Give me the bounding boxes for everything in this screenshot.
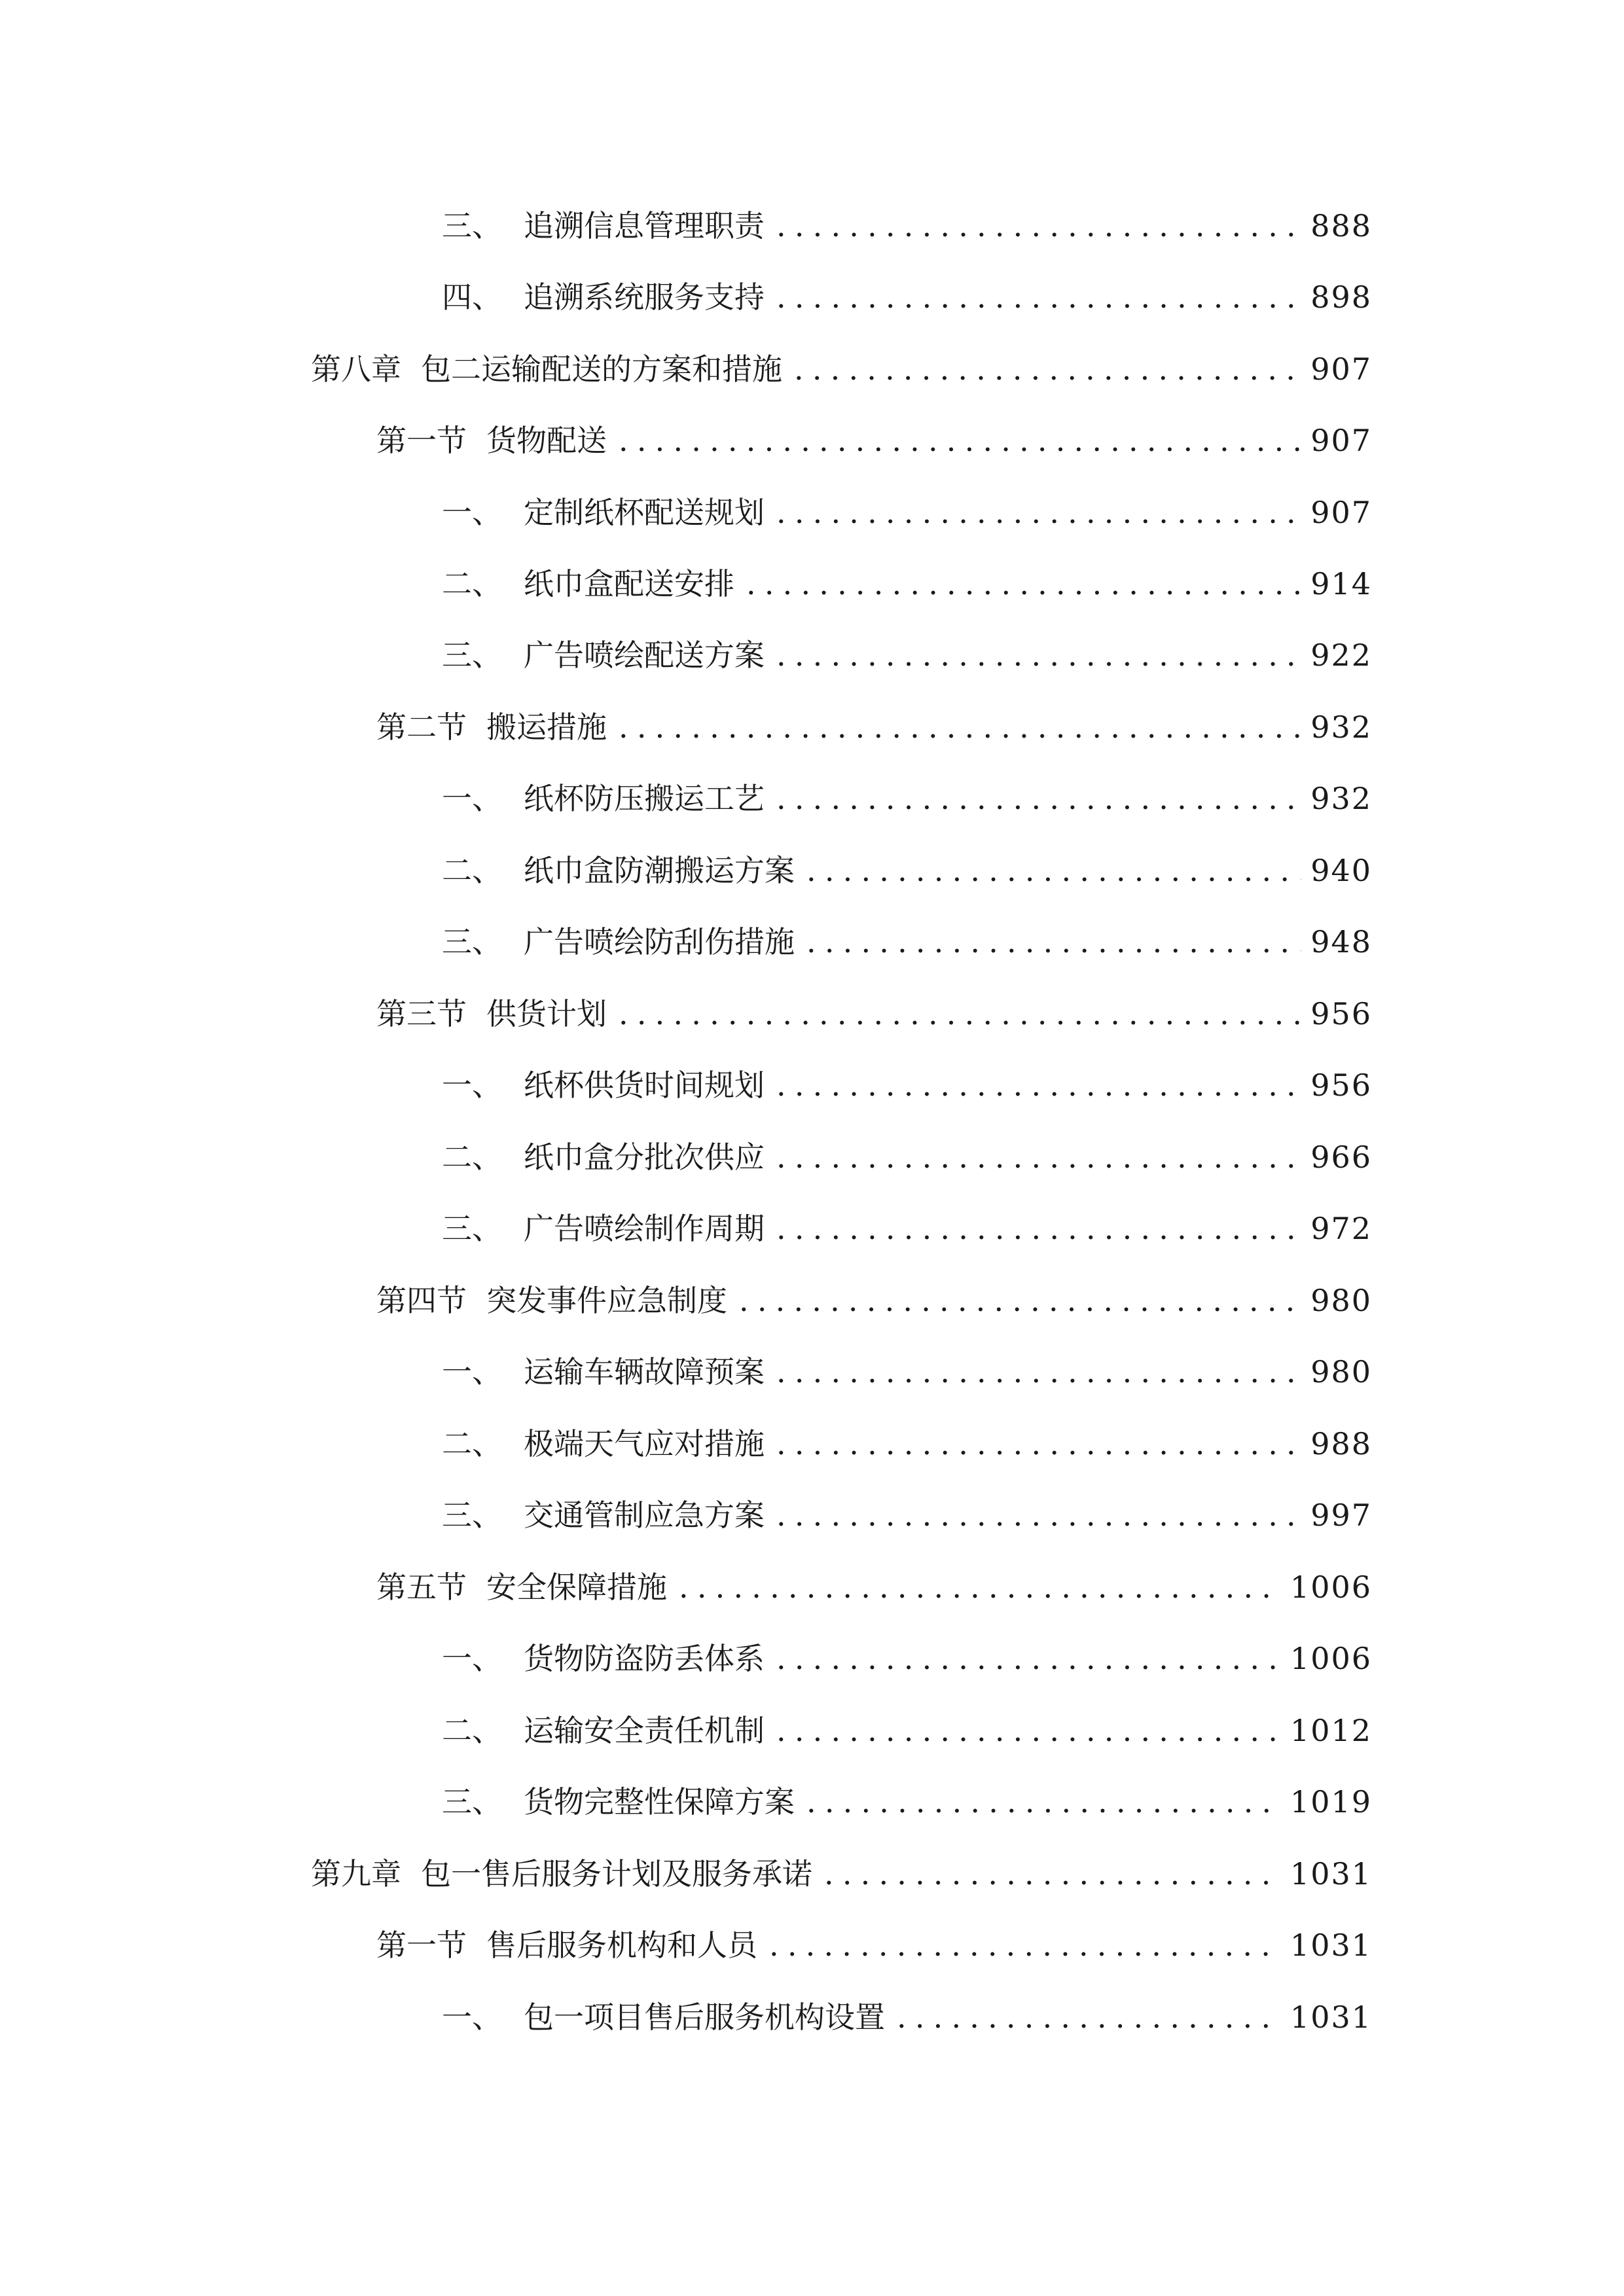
toc-entry[interactable]: [376, 1268, 1372, 1320]
toc-entry[interactable]: [442, 551, 1372, 603]
toc-entry[interactable]: [376, 408, 1372, 460]
toc-entry-title: 广告喷绘防刮伤措施: [524, 924, 795, 960]
toc-entry-page: 988: [1310, 1426, 1372, 1462]
toc-entry-title: 包二运输配送的方案和措施: [421, 351, 782, 387]
toc-entry-page: 940: [1310, 853, 1372, 888]
toc-entry-number: 一、: [442, 1354, 502, 1390]
toc-entry-number: 第三节: [376, 996, 467, 1031]
toc-entry-number: 三、: [442, 1498, 502, 1533]
toc-entry-number: 三、: [442, 1784, 502, 1820]
toc-entry[interactable]: [442, 1482, 1372, 1535]
toc-entry[interactable]: [442, 1984, 1372, 2037]
toc-entry-title: 极端天气应对措施: [524, 1426, 765, 1462]
toc-entry-title: 货物防盗防丢体系: [524, 1641, 765, 1676]
toc-entry-number: 第二节: [376, 709, 467, 745]
toc-entry-title: 包一售后服务计划及服务承诺: [421, 1856, 812, 1892]
toc-entry-number: 二、: [442, 566, 502, 601]
toc-entry-number: 第一节: [376, 423, 467, 458]
toc-entry[interactable]: [311, 336, 1372, 389]
toc-entry-title: 安全保障措施: [486, 1570, 667, 1605]
dot-leader: [794, 350, 1301, 389]
toc-entry-page: 1031: [1290, 2000, 1372, 2035]
toc-entry[interactable]: [442, 1769, 1372, 1821]
dot-leader: [897, 1998, 1281, 2037]
toc-entry-page: 932: [1310, 781, 1372, 816]
dot-leader: [776, 1711, 1281, 1750]
toc-entry[interactable]: [442, 838, 1372, 890]
toc-entry-title: 货物完整性保障方案: [524, 1784, 795, 1820]
toc-entry[interactable]: [376, 694, 1372, 747]
toc-entry-page: 956: [1310, 996, 1372, 1031]
toc-entry-title: 运输安全责任机制: [524, 1713, 765, 1748]
toc-entry-title: 交通管制应急方案: [524, 1498, 765, 1533]
toc-entry[interactable]: [442, 1052, 1372, 1105]
dot-leader: [776, 493, 1301, 532]
toc-entry-title: 广告喷绘制作周期: [524, 1211, 765, 1246]
toc-entry-title: 供货计划: [486, 996, 607, 1031]
toc-entry[interactable]: [442, 1196, 1372, 1248]
toc-entry-page: 914: [1310, 566, 1372, 601]
dot-leader: [739, 1281, 1301, 1320]
toc-entry-page: 972: [1310, 1211, 1372, 1246]
dot-leader: [679, 1568, 1281, 1607]
toc-entry-title: 纸杯供货时间规划: [524, 1067, 765, 1103]
toc-entry[interactable]: [376, 1554, 1372, 1607]
toc-entry-title: 纸巾盒配送安排: [524, 566, 734, 601]
toc-entry-page: 997: [1310, 1498, 1372, 1533]
dot-leader: [824, 1854, 1281, 1893]
toc-entry[interactable]: [442, 766, 1372, 818]
toc-entry-page: 980: [1310, 1283, 1372, 1318]
dot-leader: [769, 1926, 1281, 1965]
toc-entry-page: 1031: [1290, 1856, 1372, 1892]
toc-entry-number: 二、: [442, 1713, 502, 1748]
toc-entry-number: 一、: [442, 495, 502, 530]
dot-leader: [746, 564, 1301, 603]
toc-entry-page: 1019: [1290, 1784, 1372, 1820]
toc-entry-page: 922: [1310, 637, 1372, 673]
toc-entry-number: 第九章: [311, 1856, 401, 1892]
toc-entry-page: 898: [1310, 279, 1372, 315]
dot-leader: [776, 1496, 1301, 1535]
dot-leader: [806, 922, 1301, 961]
toc-entry-page: 980: [1310, 1354, 1372, 1390]
dot-leader: [619, 421, 1301, 460]
toc-entry-number: 第一节: [376, 1928, 467, 1963]
toc-entry-title: 定制纸杯配送规划: [524, 495, 765, 530]
toc-entry[interactable]: [442, 1626, 1372, 1678]
dot-leader: [776, 1352, 1301, 1391]
toc-entry-page: 1006: [1290, 1570, 1372, 1605]
toc-entry-page: 888: [1310, 208, 1372, 243]
toc-entry-page: 948: [1310, 924, 1372, 960]
toc-entry[interactable]: [376, 981, 1372, 1033]
toc-entry-number: 一、: [442, 2000, 502, 2035]
toc-entry-page: 907: [1310, 351, 1372, 387]
toc-entry-number: 四、: [442, 279, 502, 315]
dot-leader: [776, 1138, 1301, 1177]
dot-leader: [776, 1066, 1301, 1105]
dot-leader: [806, 1782, 1281, 1821]
toc-entry-number: 第八章: [311, 351, 401, 387]
toc-entry-title: 追溯系统服务支持: [524, 279, 765, 315]
dot-leader: [776, 278, 1301, 317]
toc-entry-page: 1031: [1290, 1928, 1372, 1963]
toc-entry-number: 一、: [442, 1641, 502, 1676]
toc-entry-number: 二、: [442, 1139, 502, 1175]
dot-leader: [776, 1424, 1301, 1463]
toc-entry-number: 二、: [442, 853, 502, 888]
toc-entry-number: 二、: [442, 1426, 502, 1462]
toc-entry-title: 纸巾盒分批次供应: [524, 1139, 765, 1175]
toc-entry-number: 三、: [442, 208, 502, 243]
toc-entry-title: 包一项目售后服务机构设置: [524, 2000, 885, 2035]
toc-entry-number: 三、: [442, 637, 502, 673]
toc-entry-title: 突发事件应急制度: [486, 1283, 727, 1318]
dot-leader: [776, 779, 1301, 818]
toc-entry[interactable]: [311, 1841, 1372, 1893]
toc-entry[interactable]: [376, 1912, 1372, 1965]
toc-entry-page: 1012: [1290, 1713, 1372, 1748]
toc-entry-number: 第四节: [376, 1283, 467, 1318]
toc-entry-title: 售后服务机构和人员: [486, 1928, 757, 1963]
toc-entry-page: 907: [1310, 495, 1372, 530]
dot-leader: [619, 708, 1301, 747]
toc-entry-title: 运输车辆故障预案: [524, 1354, 765, 1390]
dot-leader: [776, 206, 1301, 245]
toc-entry-page: 966: [1310, 1139, 1372, 1175]
toc-entry[interactable]: [442, 264, 1372, 317]
toc-entry-number: 一、: [442, 1067, 502, 1103]
toc-entry-page: 932: [1310, 709, 1372, 745]
toc-entry-page: 1006: [1290, 1641, 1372, 1676]
dot-leader: [806, 851, 1301, 890]
toc-entry-number: 第五节: [376, 1570, 467, 1605]
toc-entry-title: 纸巾盒防潮搬运方案: [524, 853, 795, 888]
toc-entry-title: 追溯信息管理职责: [524, 208, 765, 243]
dot-leader: [776, 636, 1301, 675]
toc-entry[interactable]: [442, 1698, 1372, 1750]
toc-entry[interactable]: [442, 193, 1372, 245]
toc-entry[interactable]: [442, 1124, 1372, 1177]
toc-entry-title: 纸杯防压搬运工艺: [524, 781, 765, 816]
toc-entry-number: 三、: [442, 1211, 502, 1246]
toc-entry[interactable]: [442, 1411, 1372, 1463]
toc-entry-number: 三、: [442, 924, 502, 960]
toc-entry-number: 一、: [442, 781, 502, 816]
dot-leader: [776, 1209, 1301, 1248]
toc-entry[interactable]: [442, 622, 1372, 675]
dot-leader: [776, 1639, 1281, 1678]
toc-entry[interactable]: [442, 909, 1372, 961]
toc-entry-page: 907: [1310, 423, 1372, 458]
toc-entry-page: 956: [1310, 1067, 1372, 1103]
toc-entry[interactable]: [442, 1339, 1372, 1391]
toc-entry-title: 货物配送: [486, 423, 607, 458]
dot-leader: [619, 994, 1301, 1033]
toc-entry[interactable]: [442, 480, 1372, 532]
toc-entry-title: 广告喷绘配送方案: [524, 637, 765, 673]
toc-entry-title: 搬运措施: [486, 709, 607, 745]
